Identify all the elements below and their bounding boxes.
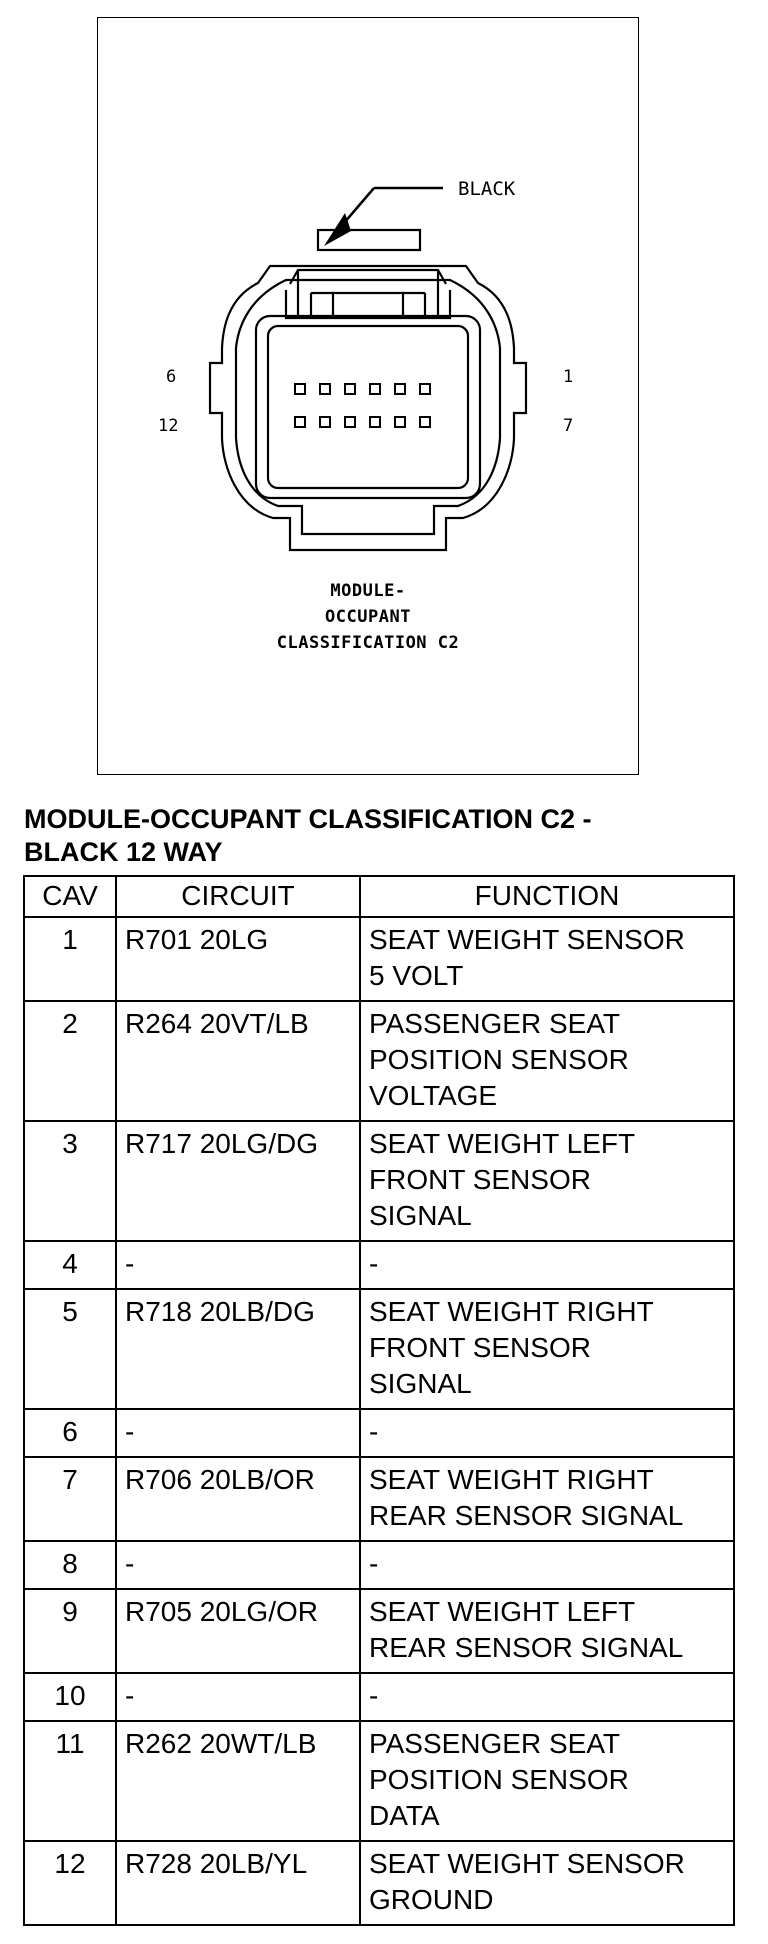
table-row <box>24 917 734 1001</box>
circuit-cell: - <box>116 1541 360 1589</box>
function-cell <box>360 1121 734 1241</box>
cav-cell: 10 <box>24 1673 116 1721</box>
circuit-cell: R717 20LG/DG <box>116 1121 360 1241</box>
pin-label-top-left: 6 <box>166 367 177 387</box>
function-line: SEAT WEIGHT SENSOR <box>369 924 685 955</box>
function-line: 5 VOLT <box>369 960 464 991</box>
function-line: - <box>369 1416 379 1447</box>
cav-cell: 7 <box>24 1457 116 1541</box>
table-row <box>24 1001 734 1121</box>
cav-cell: 3 <box>24 1121 116 1241</box>
function-line: SEAT WEIGHT RIGHT <box>369 1464 654 1495</box>
function-line: SEAT WEIGHT LEFT <box>369 1128 636 1159</box>
circuit-cell: R705 20LG/OR <box>116 1589 360 1673</box>
function-cell <box>360 1409 734 1457</box>
function-line: GROUND <box>369 1884 494 1915</box>
function-cell <box>360 1241 734 1289</box>
function-line: FRONT SENSOR <box>369 1164 591 1195</box>
function-line: REAR SENSOR SIGNAL <box>369 1500 684 1531</box>
circuit-cell: R728 20LB/YL <box>116 1841 360 1925</box>
table-row <box>24 1289 734 1409</box>
table-row <box>24 1721 734 1841</box>
function-cell <box>360 1457 734 1541</box>
table-row <box>24 1121 734 1241</box>
function-line: - <box>369 1548 379 1579</box>
circuit-cell: R706 20LB/OR <box>116 1457 360 1541</box>
function-line: REAR SENSOR SIGNAL <box>369 1632 684 1663</box>
cav-cell: 9 <box>24 1589 116 1673</box>
function-cell <box>360 1541 734 1589</box>
cav-cell: 2 <box>24 1001 116 1121</box>
function-line: PASSENGER SEAT <box>369 1008 621 1039</box>
function-cell <box>360 1289 734 1409</box>
table-row <box>24 1841 734 1925</box>
function-line: FRONT SENSOR <box>369 1332 591 1363</box>
function-line: - <box>369 1248 379 1279</box>
caption-line-1: MODULE- <box>330 581 406 601</box>
table-row <box>24 1457 734 1541</box>
function-line: SEAT WEIGHT RIGHT <box>369 1296 654 1327</box>
callout-label: BLACK <box>458 178 516 200</box>
circuit-cell: R701 20LG <box>116 917 360 1001</box>
header-cav: CAV <box>24 876 116 917</box>
function-line: - <box>369 1680 379 1711</box>
function-line: SEAT WEIGHT LEFT <box>369 1596 636 1627</box>
table-row <box>24 1589 734 1673</box>
pin-label-bottom-left: 12 <box>158 416 179 436</box>
table-row <box>24 1409 734 1457</box>
connector-title-line-2: BLACK 12 WAY <box>24 837 223 867</box>
connector-title <box>24 803 744 869</box>
cav-cell: 12 <box>24 1841 116 1925</box>
cav-cell: 6 <box>24 1409 116 1457</box>
function-line: DATA <box>369 1800 440 1831</box>
table-row <box>24 1673 734 1721</box>
pin-label-bottom-right: 7 <box>563 416 574 436</box>
circuit-cell: - <box>116 1673 360 1721</box>
connector-drawing <box>98 18 638 774</box>
pinout-body <box>24 917 734 1925</box>
pin-label-top-right: 1 <box>563 367 574 387</box>
pinout-table <box>23 875 735 1926</box>
circuit-cell: R262 20WT/LB <box>116 1721 360 1841</box>
cav-cell: 1 <box>24 917 116 1001</box>
function-line: SIGNAL <box>369 1200 472 1231</box>
function-line: VOLTAGE <box>369 1080 498 1111</box>
connector-title-line-1: MODULE-OCCUPANT CLASSIFICATION C2 - <box>24 804 592 834</box>
cav-cell: 4 <box>24 1241 116 1289</box>
cav-cell: 11 <box>24 1721 116 1841</box>
function-line: SIGNAL <box>369 1368 472 1399</box>
caption-line-3: CLASSIFICATION C2 <box>276 633 460 653</box>
circuit-cell: - <box>116 1241 360 1289</box>
circuit-cell: R264 20VT/LB <box>116 1001 360 1121</box>
function-line: SEAT WEIGHT SENSOR <box>369 1848 685 1879</box>
function-line: POSITION SENSOR <box>369 1764 629 1795</box>
connector-housing <box>210 230 526 550</box>
caption-line-2: OCCUPANT <box>325 607 411 627</box>
function-cell <box>360 1721 734 1841</box>
table-row <box>24 1541 734 1589</box>
header-circuit: CIRCUIT <box>116 876 360 917</box>
circuit-cell: R718 20LB/DG <box>116 1289 360 1409</box>
pinout-header-row <box>24 876 734 917</box>
connector-figure <box>97 17 639 775</box>
function-line: POSITION SENSOR <box>369 1044 629 1075</box>
circuit-cell: - <box>116 1409 360 1457</box>
cav-cell: 8 <box>24 1541 116 1589</box>
function-cell <box>360 1673 734 1721</box>
function-cell <box>360 1589 734 1673</box>
function-cell <box>360 917 734 1001</box>
pin-cavities <box>295 384 430 427</box>
function-line: PASSENGER SEAT <box>369 1728 621 1759</box>
header-function: FUNCTION <box>360 876 734 917</box>
function-cell <box>360 1001 734 1121</box>
table-row <box>24 1241 734 1289</box>
function-cell <box>360 1841 734 1925</box>
cav-cell: 5 <box>24 1289 116 1409</box>
